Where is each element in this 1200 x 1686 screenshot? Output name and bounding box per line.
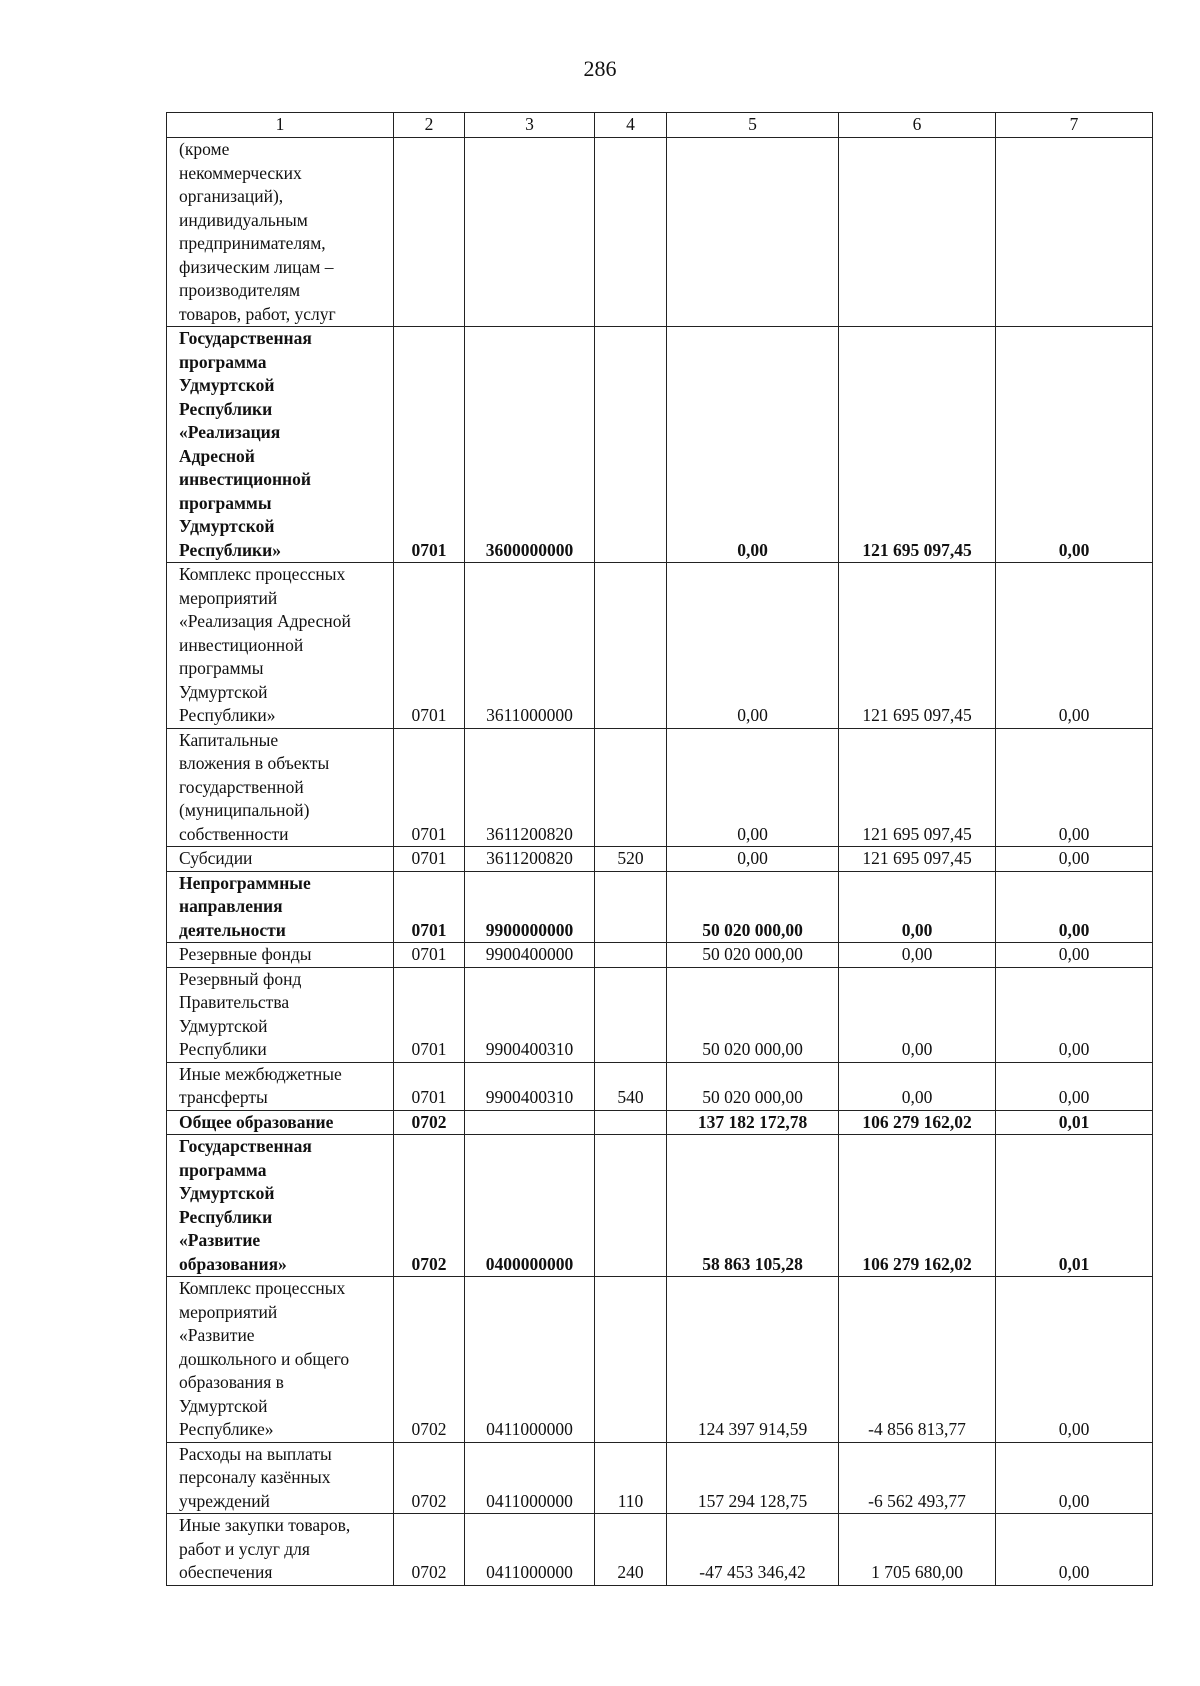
amount-col-7: 0,00 [996, 871, 1153, 943]
column-number: 2 [394, 113, 465, 138]
amount-col-5: 137 182 172,78 [667, 1110, 839, 1135]
section-code: 0702 [394, 1135, 465, 1277]
row-name: Непрограммные направления деятельности [167, 871, 394, 943]
row-name: Иные закупки товаров, работ и услуг для обеспечения [167, 1514, 394, 1586]
column-number: 6 [839, 113, 996, 138]
table-row [167, 1135, 1153, 1277]
expense-type-code: 520 [595, 847, 667, 872]
table-row [167, 1442, 1153, 1514]
amount-col-5: 0,00 [667, 563, 839, 729]
amount-col-5: 157 294 128,75 [667, 1442, 839, 1514]
section-code: 0701 [394, 871, 465, 943]
amount-col-7: 0,00 [996, 728, 1153, 847]
column-number: 7 [996, 113, 1153, 138]
row-name: Резервный фонд Правительства Удмуртской Республики [167, 967, 394, 1062]
target-article-code: 3611200820 [465, 847, 595, 872]
amount-col-7: 0,00 [996, 967, 1153, 1062]
row-name: Иные межбюджетные трансферты [167, 1062, 394, 1110]
section-code: 0701 [394, 967, 465, 1062]
section-code: 0701 [394, 1062, 465, 1110]
amount-col-6: 0,00 [839, 943, 996, 968]
table-row [167, 1110, 1153, 1135]
amount-col-6: 0,00 [839, 1062, 996, 1110]
amount-col-7: 0,00 [996, 943, 1153, 968]
amount-col-7: 0,00 [996, 1277, 1153, 1443]
amount-col-6: 0,00 [839, 871, 996, 943]
table-row [167, 1514, 1153, 1586]
amount-col-6: 121 695 097,45 [839, 327, 996, 563]
expense-type-code [595, 1135, 667, 1277]
amount-col-6: 121 695 097,45 [839, 847, 996, 872]
table-row [167, 1277, 1153, 1443]
expense-type-code [595, 563, 667, 729]
amount-col-5: 50 020 000,00 [667, 1062, 839, 1110]
budget-table [166, 112, 1153, 1586]
target-article-code: 9900000000 [465, 871, 595, 943]
amount-col-7: 0,00 [996, 847, 1153, 872]
target-article-code: 3600000000 [465, 327, 595, 563]
table-row [167, 1062, 1153, 1110]
section-code: 0702 [394, 1277, 465, 1443]
target-article-code: 0400000000 [465, 1135, 595, 1277]
row-name: (кроме некоммерческих организаций), индивидуальным предпринимателям, физическим лицам – производителям товаров, работ, услуг [167, 138, 394, 327]
target-article-code: 3611000000 [465, 563, 595, 729]
amount-col-5 [667, 138, 839, 327]
expense-type-code [595, 138, 667, 327]
amount-col-7: 0,00 [996, 1442, 1153, 1514]
row-name: Государственная программа Удмуртской Республики «Развитие образования» [167, 1135, 394, 1277]
amount-col-5: 58 863 105,28 [667, 1135, 839, 1277]
target-article-code: 9900400310 [465, 967, 595, 1062]
row-name: Капитальные вложения в объекты государственной (муниципальной) собственности [167, 728, 394, 847]
row-name: Комплекс процессных мероприятий «Развитие дошкольного и общего образования в Удмуртской Республике» [167, 1277, 394, 1443]
amount-col-6: 0,00 [839, 967, 996, 1062]
expense-type-code: 110 [595, 1442, 667, 1514]
expense-type-code: 540 [595, 1062, 667, 1110]
table-row [167, 563, 1153, 729]
column-number: 3 [465, 113, 595, 138]
column-number-row [167, 113, 1153, 138]
amount-col-5: 50 020 000,00 [667, 967, 839, 1062]
amount-col-7: 0,00 [996, 563, 1153, 729]
amount-col-5: 124 397 914,59 [667, 1277, 839, 1443]
expense-type-code: 240 [595, 1514, 667, 1586]
amount-col-7: 0,01 [996, 1110, 1153, 1135]
column-number: 1 [167, 113, 394, 138]
target-article-code: 0411000000 [465, 1442, 595, 1514]
amount-col-5: 50 020 000,00 [667, 871, 839, 943]
target-article-code [465, 138, 595, 327]
amount-col-5: 0,00 [667, 728, 839, 847]
amount-col-6: 106 279 162,02 [839, 1110, 996, 1135]
target-article-code [465, 1110, 595, 1135]
section-code: 0702 [394, 1514, 465, 1586]
amount-col-6: 106 279 162,02 [839, 1135, 996, 1277]
expense-type-code [595, 967, 667, 1062]
expense-type-code [595, 943, 667, 968]
table-row [167, 138, 1153, 327]
table-row [167, 327, 1153, 563]
section-code: 0702 [394, 1442, 465, 1514]
amount-col-5: 0,00 [667, 847, 839, 872]
target-article-code: 9900400310 [465, 1062, 595, 1110]
table-row [167, 871, 1153, 943]
section-code: 0701 [394, 847, 465, 872]
amount-col-6: 121 695 097,45 [839, 728, 996, 847]
expense-type-code [595, 1110, 667, 1135]
table-row [167, 943, 1153, 968]
row-name: Общее образование [167, 1110, 394, 1135]
row-name: Субсидии [167, 847, 394, 872]
amount-col-7: 0,00 [996, 1062, 1153, 1110]
target-article-code: 0411000000 [465, 1277, 595, 1443]
expense-type-code [595, 1277, 667, 1443]
table-row [167, 728, 1153, 847]
page-number: 286 [583, 56, 617, 81]
expense-type-code [595, 871, 667, 943]
amount-col-6: 121 695 097,45 [839, 563, 996, 729]
section-code: 0701 [394, 943, 465, 968]
section-code: 0701 [394, 327, 465, 563]
amount-col-6: -4 856 813,77 [839, 1277, 996, 1443]
section-code: 0701 [394, 563, 465, 729]
table-body [167, 138, 1153, 1586]
table-row [167, 847, 1153, 872]
expense-type-code [595, 728, 667, 847]
row-name: Государственная программа Удмуртской Республики «Реализация Адресной инвестиционной программы Удмуртской Республики» [167, 327, 394, 563]
amount-col-5: -47 453 346,42 [667, 1514, 839, 1586]
amount-col-7: 0,00 [996, 1514, 1153, 1586]
amount-col-5: 0,00 [667, 327, 839, 563]
amount-col-6: -6 562 493,77 [839, 1442, 996, 1514]
section-code [394, 138, 465, 327]
section-code: 0702 [394, 1110, 465, 1135]
table-row [167, 967, 1153, 1062]
amount-col-5: 50 020 000,00 [667, 943, 839, 968]
amount-col-7 [996, 138, 1153, 327]
section-code: 0701 [394, 728, 465, 847]
column-number: 5 [667, 113, 839, 138]
column-number: 4 [595, 113, 667, 138]
target-article-code: 0411000000 [465, 1514, 595, 1586]
row-name: Резервные фонды [167, 943, 394, 968]
target-article-code: 3611200820 [465, 728, 595, 847]
amount-col-6: 1 705 680,00 [839, 1514, 996, 1586]
row-name: Комплекс процессных мероприятий «Реализация Адресной инвестиционной программы Удмуртской Республики» [167, 563, 394, 729]
row-name: Расходы на выплаты персоналу казённых учреждений [167, 1442, 394, 1514]
amount-col-7: 0,01 [996, 1135, 1153, 1277]
expense-type-code [595, 327, 667, 563]
amount-col-6 [839, 138, 996, 327]
target-article-code: 9900400000 [465, 943, 595, 968]
amount-col-7: 0,00 [996, 327, 1153, 563]
